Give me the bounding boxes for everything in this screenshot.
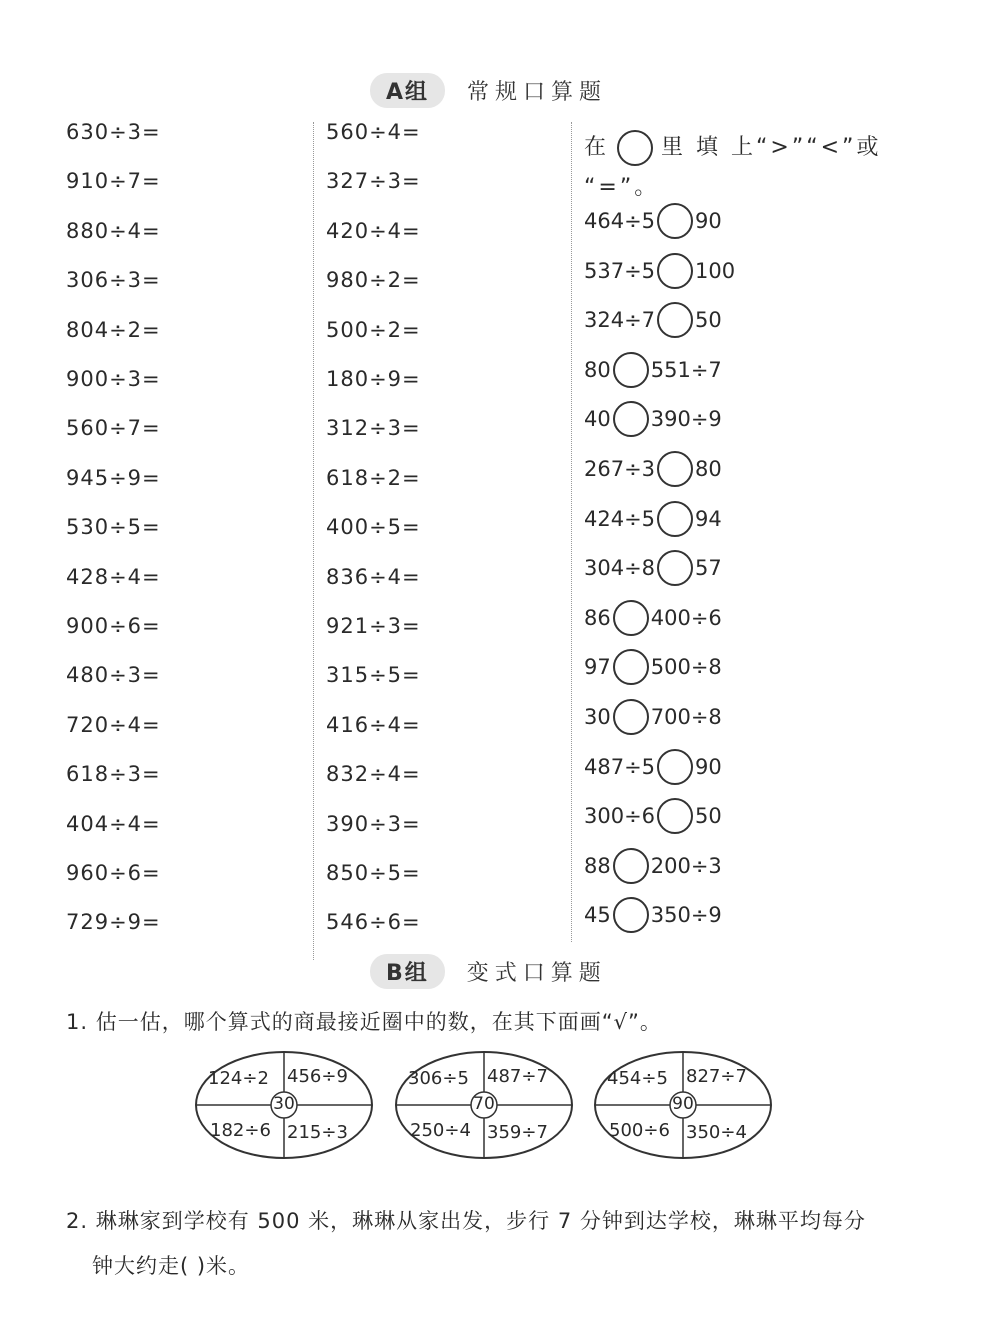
oval-expression[interactable]: 250÷4 <box>410 1120 471 1141</box>
equation-item: 327÷3= <box>326 169 421 194</box>
compare-left: 45 <box>584 903 611 928</box>
compare-right: 350÷9 <box>650 903 722 928</box>
compare-right: 50 <box>695 804 722 829</box>
compare-row <box>584 796 722 836</box>
equation-item: 910÷7= <box>66 169 161 194</box>
equation-item: 900÷6= <box>66 614 161 638</box>
compare-right: 90 <box>695 209 722 233</box>
equation-item: 720÷4= <box>66 712 161 737</box>
equation-item: 880÷4= <box>66 218 161 243</box>
compare-row <box>584 697 722 737</box>
answer-circle[interactable] <box>657 302 693 338</box>
compare-left: 86 <box>584 605 611 630</box>
question-2-line2: 钟大约走( )米。 <box>92 1254 251 1278</box>
equation-item: 560÷4= <box>326 120 421 144</box>
compare-right: 100 <box>695 258 736 283</box>
section-b-badge: B组 <box>370 954 445 989</box>
compare-right: 390÷9 <box>650 407 722 432</box>
compare-right: 80 <box>695 457 722 481</box>
equation-item: 312÷3= <box>326 416 421 441</box>
compare-left: 424÷5 <box>584 506 656 531</box>
answer-circle[interactable] <box>657 203 693 239</box>
equation-item: 832÷4= <box>326 762 421 787</box>
compare-row <box>584 201 722 241</box>
column-divider-1 <box>313 122 314 960</box>
equation-item: 960÷6= <box>66 861 161 885</box>
compare-left: 464÷5 <box>584 209 656 233</box>
compare-left: 40 <box>584 407 611 432</box>
compare-row <box>584 647 722 687</box>
compare-left: 80 <box>584 357 611 382</box>
compare-row <box>584 548 722 588</box>
compare-row <box>584 747 722 787</box>
section-a-badge: A组 <box>370 73 445 108</box>
equation-item: 618÷2= <box>326 465 421 490</box>
answer-circle[interactable] <box>657 501 693 537</box>
answer-circle[interactable] <box>613 699 649 735</box>
equation-item: 428÷4= <box>66 564 161 589</box>
equation-item: 921÷3= <box>326 614 421 638</box>
equation-item: 420÷4= <box>326 218 421 243</box>
equation-item: 850÷5= <box>326 861 421 885</box>
equation-item: 390÷3= <box>326 811 421 836</box>
oval-expression[interactable]: 350÷4 <box>686 1122 747 1143</box>
compare-right: 50 <box>695 308 722 333</box>
equation-item: 980÷2= <box>326 268 421 293</box>
compare-row <box>584 449 722 489</box>
oval-expression[interactable]: 456÷9 <box>287 1066 348 1087</box>
equation-item: 804÷2= <box>66 317 161 342</box>
compare-row <box>584 350 722 390</box>
equation-item: 560÷7= <box>66 416 161 441</box>
answer-circle[interactable] <box>613 401 649 437</box>
equation-item: 630÷3= <box>66 120 161 144</box>
compare-row <box>584 499 722 539</box>
answer-circle[interactable] <box>613 848 649 884</box>
compare-left: 324÷7 <box>584 308 656 333</box>
equation-item: 546÷6= <box>326 910 421 935</box>
compare-instruction-part1: 在 <box>584 135 610 160</box>
compare-row <box>584 300 722 340</box>
oval-center-number: 30 <box>273 1094 295 1114</box>
compare-right: 90 <box>695 754 722 779</box>
equation-item: 416÷4= <box>326 712 421 737</box>
equation-item: 900÷3= <box>66 367 161 391</box>
compare-instruction-part3: “=”。 <box>584 175 660 200</box>
compare-left: 97 <box>584 655 611 680</box>
oval-expression[interactable]: 306÷5 <box>408 1068 469 1089</box>
estimation-oval <box>593 1050 773 1160</box>
section-a-header <box>370 72 607 108</box>
compare-right: 700÷8 <box>650 705 722 729</box>
answer-circle[interactable] <box>613 649 649 685</box>
oval-expression[interactable]: 454÷5 <box>607 1068 668 1089</box>
compare-right: 200÷3 <box>650 853 722 878</box>
compare-left: 30 <box>584 705 611 729</box>
equation-item: 945÷9= <box>66 465 161 490</box>
compare-right: 94 <box>695 506 722 531</box>
answer-circle-icon <box>617 130 653 166</box>
compare-left: 300÷6 <box>584 804 656 829</box>
equation-item: 480÷3= <box>66 663 161 688</box>
equation-item: 836÷4= <box>326 564 421 589</box>
compare-row <box>584 598 722 638</box>
section-b-header <box>370 953 607 989</box>
oval-expression[interactable]: 487÷7 <box>487 1066 548 1087</box>
section-b-title: 变式口算题 <box>466 960 607 986</box>
equation-item: 315÷5= <box>326 663 421 688</box>
question-2-line1: 2. 琳琳家到学校有 500 米，琳琳从家出发，步行 7 分钟到达学校，琳琳平均每分 <box>66 1209 866 1233</box>
answer-circle[interactable] <box>657 451 693 487</box>
compare-right: 57 <box>695 556 722 581</box>
oval-center-number: 90 <box>672 1094 694 1114</box>
oval-expression[interactable]: 359÷7 <box>487 1122 548 1143</box>
compare-row <box>584 399 722 439</box>
oval-expression[interactable]: 124÷2 <box>208 1068 269 1089</box>
column-divider-2 <box>571 122 572 942</box>
compare-left: 487÷5 <box>584 754 656 779</box>
compare-row <box>584 895 722 935</box>
compare-row <box>584 846 722 886</box>
estimation-oval <box>194 1050 374 1160</box>
oval-expression[interactable]: 215÷3 <box>287 1122 348 1143</box>
compare-right: 500÷8 <box>650 655 722 680</box>
answer-circle[interactable] <box>657 550 693 586</box>
oval-expression[interactable]: 827÷7 <box>686 1066 747 1087</box>
compare-left: 267÷3 <box>584 457 656 481</box>
answer-circle[interactable] <box>657 749 693 785</box>
compare-instruction <box>584 128 914 208</box>
equation-item: 729÷9= <box>66 910 161 935</box>
compare-left: 304÷8 <box>584 556 656 581</box>
equation-item: 618÷3= <box>66 762 161 787</box>
oval-expression[interactable]: 182÷6 <box>210 1120 271 1141</box>
oval-expression[interactable]: 500÷6 <box>609 1120 670 1141</box>
oval-center-number: 70 <box>473 1094 495 1114</box>
equation-item: 306÷3= <box>66 268 161 293</box>
compare-left: 537÷5 <box>584 258 656 283</box>
compare-right: 400÷6 <box>650 605 722 630</box>
compare-right: 551÷7 <box>650 357 722 382</box>
answer-circle[interactable] <box>613 600 649 636</box>
answer-circle[interactable] <box>613 352 649 388</box>
estimation-oval <box>394 1050 574 1160</box>
answer-circle[interactable] <box>657 798 693 834</box>
equation-item: 404÷4= <box>66 811 161 836</box>
equation-item: 530÷5= <box>66 515 161 540</box>
equation-item: 180÷9= <box>326 367 421 391</box>
answer-circle[interactable] <box>657 253 693 289</box>
compare-row <box>584 251 735 291</box>
compare-instruction-part2: 里 填 上“>”“<”或 <box>661 135 882 160</box>
section-a-title: 常规口算题 <box>467 79 608 105</box>
equation-item: 400÷5= <box>326 515 421 540</box>
answer-circle[interactable] <box>613 897 649 933</box>
equation-item: 500÷2= <box>326 317 421 342</box>
question-1: 1. 估一估，哪个算式的商最接近圈中的数，在其下面画“√”。 <box>66 1010 662 1034</box>
compare-left: 88 <box>584 853 611 878</box>
